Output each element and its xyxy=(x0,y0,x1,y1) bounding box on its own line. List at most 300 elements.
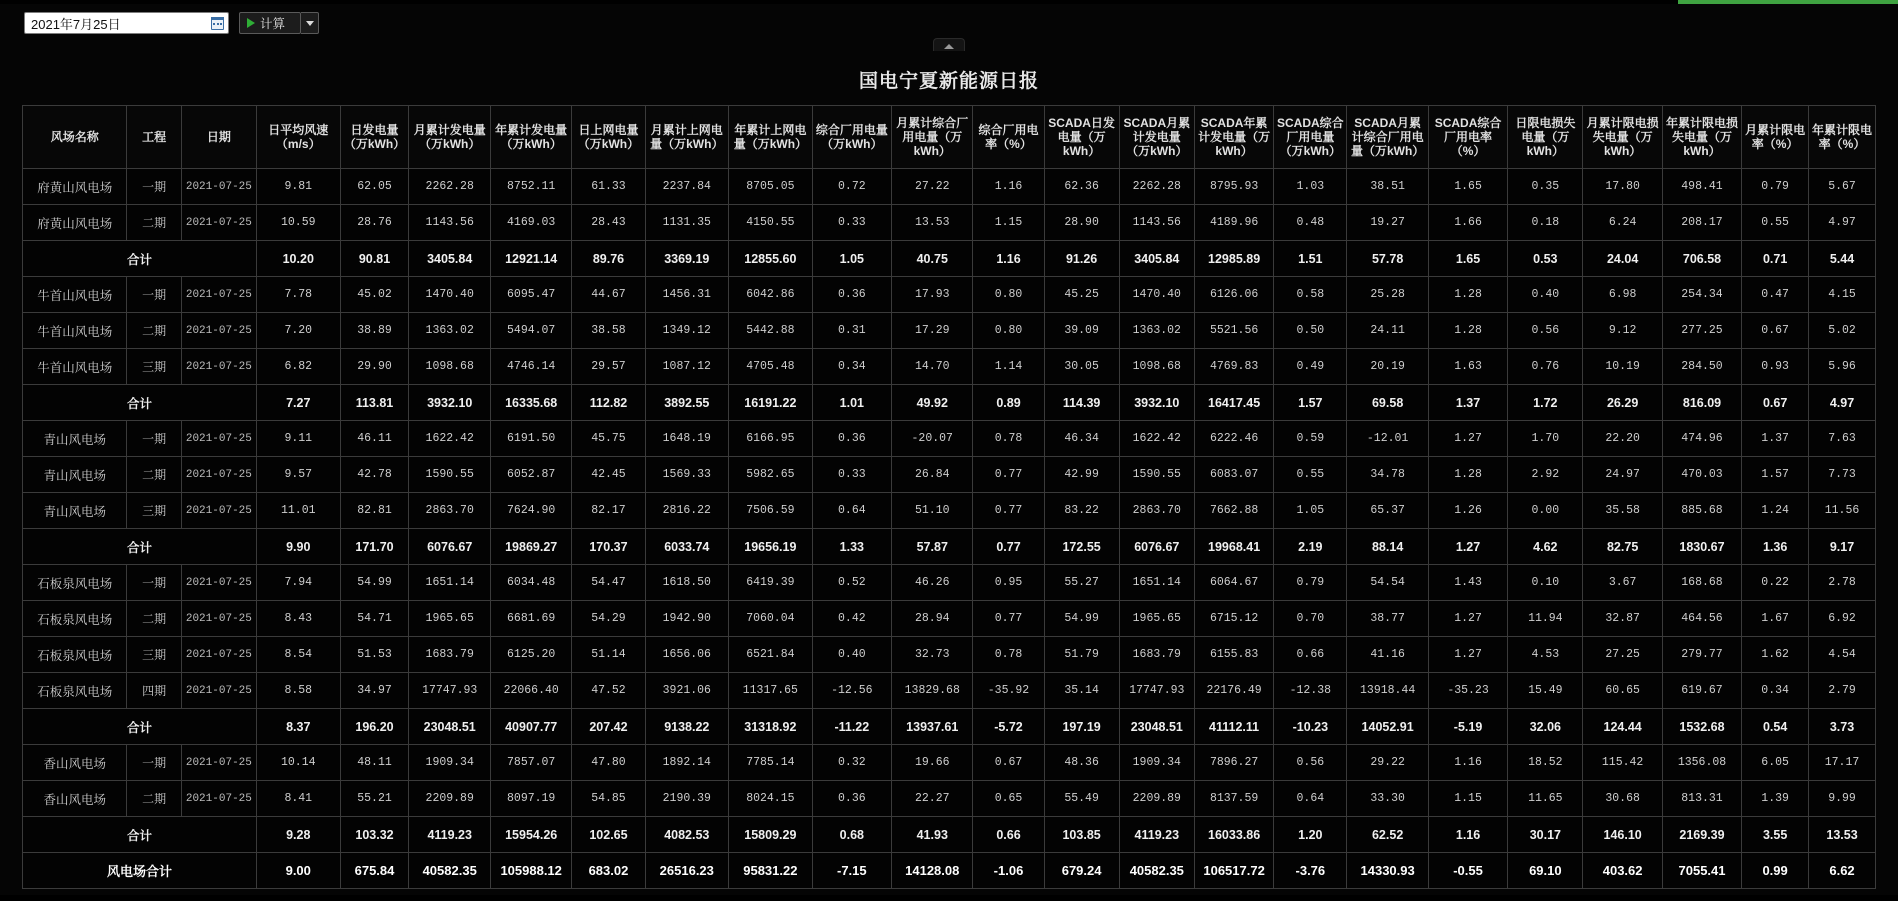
table-row[interactable] xyxy=(23,277,1876,313)
cell-value: 7624.90 xyxy=(490,493,571,529)
cell-value: 279.77 xyxy=(1662,637,1741,673)
cell-value: 49.92 xyxy=(892,385,973,421)
cell-date: 2021-07-25 xyxy=(181,601,256,637)
cell-value: 1.26 xyxy=(1428,493,1507,529)
cell-value: 2.79 xyxy=(1809,673,1876,709)
cell-value: 0.64 xyxy=(812,493,891,529)
cell-value: 32.73 xyxy=(892,637,973,673)
table-row[interactable] xyxy=(23,169,1876,205)
chevron-up-icon xyxy=(944,44,954,49)
cell-value: 57.78 xyxy=(1347,241,1428,277)
cell-value: 168.68 xyxy=(1662,565,1741,601)
cell-value: 27.25 xyxy=(1583,637,1662,673)
col-header: 综合厂用电量（万kWh） xyxy=(812,106,891,169)
cell-project: 一期 xyxy=(127,565,181,601)
table-row[interactable] xyxy=(23,745,1876,781)
cell-value: 6715.12 xyxy=(1194,601,1273,637)
cell-value: 2262.28 xyxy=(409,169,490,205)
cell-value: 17.80 xyxy=(1583,169,1662,205)
cell-value: 4769.83 xyxy=(1194,349,1273,385)
cell-value: 1965.65 xyxy=(409,601,490,637)
cell-value: 14052.91 xyxy=(1347,709,1428,745)
cell-date: 2021-07-25 xyxy=(181,169,256,205)
table-row[interactable] xyxy=(23,457,1876,493)
cell-value: 0.76 xyxy=(1508,349,1583,385)
cell-value: 34.97 xyxy=(340,673,409,709)
table-row[interactable] xyxy=(23,241,1876,277)
cell-value: 6.24 xyxy=(1583,205,1662,241)
cell-value: 4.62 xyxy=(1508,529,1583,565)
cell-farm-name: 府黄山风电场 xyxy=(23,169,127,205)
cell-value: 24.04 xyxy=(1583,241,1662,277)
cell-value: 11.56 xyxy=(1809,493,1876,529)
cell-value: 28.43 xyxy=(572,205,645,241)
cell-value: 498.41 xyxy=(1662,169,1741,205)
cell-value: 1.16 xyxy=(973,169,1044,205)
table-row[interactable] xyxy=(23,817,1876,853)
cell-value: 46.26 xyxy=(892,565,973,601)
col-header: 日上网电量（万kWh） xyxy=(572,106,645,169)
cell-value: 88.14 xyxy=(1347,529,1428,565)
cell-value: 17.93 xyxy=(892,277,973,313)
cell-value: 65.37 xyxy=(1347,493,1428,529)
cell-value: 12921.14 xyxy=(490,241,571,277)
col-header: SCADA日发电量（万kWh） xyxy=(1044,106,1119,169)
cell-value: 0.36 xyxy=(812,781,891,817)
cell-value: 6521.84 xyxy=(729,637,813,673)
cell-value: 6076.67 xyxy=(1119,529,1194,565)
cell-value: 103.32 xyxy=(340,817,409,853)
table-row[interactable] xyxy=(23,781,1876,817)
cell-value: 0.47 xyxy=(1742,277,1809,313)
page-title: 国电宁夏新能源日报 xyxy=(858,71,1039,92)
col-header: 月累计上网电量（万kWh） xyxy=(645,106,729,169)
cell-value: 675.84 xyxy=(340,853,409,889)
cell-project: 二期 xyxy=(127,781,181,817)
window-bottom-edge xyxy=(0,895,1898,901)
cell-value: 0.40 xyxy=(812,637,891,673)
cell-value: 4150.55 xyxy=(729,205,813,241)
cell-value: 1.01 xyxy=(812,385,891,421)
cell-value: -11.22 xyxy=(812,709,891,745)
cell-value: 7060.04 xyxy=(729,601,813,637)
cell-value: 55.21 xyxy=(340,781,409,817)
table-row[interactable] xyxy=(23,421,1876,457)
cell-value: 4119.23 xyxy=(409,817,490,853)
cell-value: 0.52 xyxy=(812,565,891,601)
cell-value: 4705.48 xyxy=(729,349,813,385)
cell-value: 5.02 xyxy=(1809,313,1876,349)
cell-value: 29.22 xyxy=(1347,745,1428,781)
cell-value: 22066.40 xyxy=(490,673,571,709)
cell-value: -3.76 xyxy=(1274,853,1347,889)
cell-value: 48.36 xyxy=(1044,745,1119,781)
cell-value: 6222.46 xyxy=(1194,421,1273,457)
cell-farm-name: 石板泉风电场 xyxy=(23,601,127,637)
cell-value: -20.07 xyxy=(892,421,973,457)
cell-value: 7785.14 xyxy=(729,745,813,781)
cell-value: 1909.34 xyxy=(1119,745,1194,781)
cell-value: 8705.05 xyxy=(729,169,813,205)
cell-value: 2.19 xyxy=(1274,529,1347,565)
header-row xyxy=(23,106,1876,169)
cell-farm-name: 青山风电场 xyxy=(23,493,127,529)
cell-value: 8.54 xyxy=(256,637,340,673)
cell-value: 6.62 xyxy=(1809,853,1876,889)
col-header: 月累计发电量（万kWh） xyxy=(409,106,490,169)
cell-value: 1.37 xyxy=(1428,385,1507,421)
cell-value: 2190.39 xyxy=(645,781,729,817)
cell-value: 30.68 xyxy=(1583,781,1662,817)
cell-value: 1.67 xyxy=(1742,601,1809,637)
cell-value: 2262.28 xyxy=(1119,169,1194,205)
cell-value: 46.11 xyxy=(340,421,409,457)
cell-value: 1.15 xyxy=(973,205,1044,241)
table-row[interactable] xyxy=(23,709,1876,745)
cell-value: 7662.88 xyxy=(1194,493,1273,529)
cell-value: 1.05 xyxy=(812,241,891,277)
cell-value: 40582.35 xyxy=(409,853,490,889)
date-input[interactable] xyxy=(24,12,229,34)
cell-value: 82.81 xyxy=(340,493,409,529)
cell-value: 0.80 xyxy=(973,313,1044,349)
cell-value: 69.58 xyxy=(1347,385,1428,421)
col-header: 综合厂用电率（%） xyxy=(973,106,1044,169)
table-row[interactable] xyxy=(23,205,1876,241)
cell-value: 23048.51 xyxy=(409,709,490,745)
cell-value: 8137.59 xyxy=(1194,781,1273,817)
cell-value: 16417.45 xyxy=(1194,385,1273,421)
calculate-button[interactable] xyxy=(239,12,301,34)
cell-value: 31318.92 xyxy=(729,709,813,745)
cell-value: 14128.08 xyxy=(892,853,973,889)
cell-value: 0.67 xyxy=(1742,313,1809,349)
cell-value: 0.49 xyxy=(1274,349,1347,385)
cell-value: 1.72 xyxy=(1508,385,1583,421)
cell-value: 0.53 xyxy=(1508,241,1583,277)
cell-value: 47.52 xyxy=(572,673,645,709)
cell-value: 82.75 xyxy=(1583,529,1662,565)
cell-value: 38.77 xyxy=(1347,601,1428,637)
cell-value: 9138.22 xyxy=(645,709,729,745)
cell-value: 1456.31 xyxy=(645,277,729,313)
cell-value: 0.36 xyxy=(812,421,891,457)
cell-value: 6064.67 xyxy=(1194,565,1273,601)
cell-farm-name: 牛首山风电场 xyxy=(23,313,127,349)
cell-value: 4.15 xyxy=(1809,277,1876,313)
cell-value: 1.27 xyxy=(1428,529,1507,565)
cell-project: 三期 xyxy=(127,637,181,673)
cell-value: 17.17 xyxy=(1809,745,1876,781)
cell-value: 83.22 xyxy=(1044,493,1119,529)
cell-value: 3921.06 xyxy=(645,673,729,709)
cell-value: 4.97 xyxy=(1809,205,1876,241)
cell-value: 1363.02 xyxy=(1119,313,1194,349)
cell-date: 2021-07-25 xyxy=(181,637,256,673)
cell-value: 95831.22 xyxy=(729,853,813,889)
cell-value: 1.65 xyxy=(1428,241,1507,277)
cell-value: 17747.93 xyxy=(1119,673,1194,709)
cell-value: 0.31 xyxy=(812,313,891,349)
top-accent-strip xyxy=(0,0,1898,4)
cell-value: 32.87 xyxy=(1583,601,1662,637)
cell-value: 0.67 xyxy=(1742,385,1809,421)
cell-value: 55.27 xyxy=(1044,565,1119,601)
cell-value: 1.05 xyxy=(1274,493,1347,529)
chevron-down-icon xyxy=(306,21,314,26)
col-header: 年累计上网电量（万kWh） xyxy=(729,106,813,169)
cell-value: -35.23 xyxy=(1428,673,1507,709)
cell-value: 0.78 xyxy=(973,421,1044,457)
table-row[interactable] xyxy=(23,529,1876,565)
cell-project: 四期 xyxy=(127,673,181,709)
cell-value: 1.57 xyxy=(1742,457,1809,493)
cell-value: 2863.70 xyxy=(1119,493,1194,529)
cell-value: 4169.03 xyxy=(490,205,571,241)
cell-value: 18.52 xyxy=(1508,745,1583,781)
cell-value: 6083.07 xyxy=(1194,457,1273,493)
cell-value: 1683.79 xyxy=(409,637,490,673)
cell-value: 54.54 xyxy=(1347,565,1428,601)
cell-value: 6126.06 xyxy=(1194,277,1273,313)
cell-value: 19869.27 xyxy=(490,529,571,565)
cell-farm-name: 风电场合计 xyxy=(23,853,257,889)
cell-value: 3405.84 xyxy=(409,241,490,277)
cell-value: 2209.89 xyxy=(1119,781,1194,817)
report-table-container xyxy=(22,105,1876,889)
cell-farm-name: 合计 xyxy=(23,241,257,277)
cell-value: 44.67 xyxy=(572,277,645,313)
cell-value: 6042.86 xyxy=(729,277,813,313)
cell-value: -5.72 xyxy=(973,709,1044,745)
cell-value: 17.29 xyxy=(892,313,973,349)
table-row[interactable] xyxy=(23,565,1876,601)
cell-value: 19.27 xyxy=(1347,205,1428,241)
col-header: 年累计限电损失电量（万kWh） xyxy=(1662,106,1741,169)
cell-project: 一期 xyxy=(127,169,181,205)
cell-value: 54.85 xyxy=(572,781,645,817)
cell-value: 1.39 xyxy=(1742,781,1809,817)
cell-value: 11.01 xyxy=(256,493,340,529)
cell-value: 0.72 xyxy=(812,169,891,205)
calendar-icon[interactable] xyxy=(211,17,224,30)
cell-value: 91.26 xyxy=(1044,241,1119,277)
col-header: 日期 xyxy=(181,106,256,169)
cell-value: 27.22 xyxy=(892,169,973,205)
cell-value: 0.80 xyxy=(973,277,1044,313)
collapse-panel-handle[interactable] xyxy=(933,38,965,51)
cell-value: 16191.22 xyxy=(729,385,813,421)
cell-value: 6034.48 xyxy=(490,565,571,601)
col-header: 年累计发电量（万kWh） xyxy=(490,106,571,169)
cell-value: 5521.56 xyxy=(1194,313,1273,349)
table-row[interactable] xyxy=(23,637,1876,673)
cell-value: 7.78 xyxy=(256,277,340,313)
cell-value: 14330.93 xyxy=(1347,853,1428,889)
col-header: SCADA月累计综合厂用电量（万kWh） xyxy=(1347,106,1428,169)
cell-value: 4189.96 xyxy=(1194,205,1273,241)
cell-value: 20.19 xyxy=(1347,349,1428,385)
cell-value: 16335.68 xyxy=(490,385,571,421)
cell-value: 15809.29 xyxy=(729,817,813,853)
calculate-button-label: 计算 xyxy=(260,17,286,31)
cell-value: 679.24 xyxy=(1044,853,1119,889)
cell-value: 10.19 xyxy=(1583,349,1662,385)
cell-value: 470.03 xyxy=(1662,457,1741,493)
table-row[interactable] xyxy=(23,853,1876,889)
cell-value: 10.20 xyxy=(256,241,340,277)
cell-value: 39.09 xyxy=(1044,313,1119,349)
cell-value: 403.62 xyxy=(1583,853,1662,889)
cell-value: 464.56 xyxy=(1662,601,1741,637)
cell-value: 10.59 xyxy=(256,205,340,241)
cell-value: 1.28 xyxy=(1428,277,1507,313)
cell-value: 1098.68 xyxy=(409,349,490,385)
cell-value: 0.33 xyxy=(812,457,891,493)
cell-value: 26.29 xyxy=(1583,385,1662,421)
cell-value: 1349.12 xyxy=(645,313,729,349)
cell-value: 22.20 xyxy=(1583,421,1662,457)
cell-value: 6191.50 xyxy=(490,421,571,457)
cell-value: 3932.10 xyxy=(409,385,490,421)
cell-value: 11.94 xyxy=(1508,601,1583,637)
cell-value: 42.78 xyxy=(340,457,409,493)
cell-value: 1651.14 xyxy=(409,565,490,601)
cell-value: 12855.60 xyxy=(729,241,813,277)
cell-value: 19656.19 xyxy=(729,529,813,565)
cell-value: 54.99 xyxy=(340,565,409,601)
cell-value: -12.38 xyxy=(1274,673,1347,709)
cell-value: 1470.40 xyxy=(1119,277,1194,313)
cell-value: 1965.65 xyxy=(1119,601,1194,637)
table-row[interactable] xyxy=(23,349,1876,385)
cell-value: 28.90 xyxy=(1044,205,1119,241)
cell-value: 0.42 xyxy=(812,601,891,637)
cell-value: 9.28 xyxy=(256,817,340,853)
cell-value: 0.32 xyxy=(812,745,891,781)
table-row[interactable] xyxy=(23,385,1876,421)
cell-value: 8097.19 xyxy=(490,781,571,817)
cell-value: 124.44 xyxy=(1583,709,1662,745)
cell-value: 1.66 xyxy=(1428,205,1507,241)
cell-value: 1.27 xyxy=(1428,637,1507,673)
cell-value: 35.14 xyxy=(1044,673,1119,709)
cell-value: 0.40 xyxy=(1508,277,1583,313)
cell-date: 2021-07-25 xyxy=(181,781,256,817)
cell-date: 2021-07-25 xyxy=(181,565,256,601)
cell-value: 32.06 xyxy=(1508,709,1583,745)
toolbar xyxy=(24,12,319,34)
cell-value: 4082.53 xyxy=(645,817,729,853)
cell-value: 28.76 xyxy=(340,205,409,241)
cell-value: 3932.10 xyxy=(1119,385,1194,421)
table-row[interactable] xyxy=(23,673,1876,709)
cell-value: 1656.06 xyxy=(645,637,729,673)
calculate-dropdown-button[interactable] xyxy=(301,12,319,34)
cell-value: 1087.12 xyxy=(645,349,729,385)
table-row[interactable] xyxy=(23,313,1876,349)
cell-value: 706.58 xyxy=(1662,241,1741,277)
cell-value: 5.96 xyxy=(1809,349,1876,385)
cell-value: 8.58 xyxy=(256,673,340,709)
cell-project: 二期 xyxy=(127,205,181,241)
cell-value: 474.96 xyxy=(1662,421,1741,457)
cell-value: 12985.89 xyxy=(1194,241,1273,277)
cell-value: 25.28 xyxy=(1347,277,1428,313)
cell-value: 42.99 xyxy=(1044,457,1119,493)
cell-value: 0.66 xyxy=(973,817,1044,853)
cell-value: 3369.19 xyxy=(645,241,729,277)
cell-value: 196.20 xyxy=(340,709,409,745)
cell-project: 二期 xyxy=(127,601,181,637)
cell-value: 6155.83 xyxy=(1194,637,1273,673)
cell-farm-name: 牛首山风电场 xyxy=(23,349,127,385)
cell-value: -7.15 xyxy=(812,853,891,889)
cell-value: 17747.93 xyxy=(409,673,490,709)
cell-value: 1532.68 xyxy=(1662,709,1741,745)
cell-project: 三期 xyxy=(127,349,181,385)
cell-value: 0.64 xyxy=(1274,781,1347,817)
cell-value: 0.50 xyxy=(1274,313,1347,349)
report-table xyxy=(22,105,1876,889)
cell-farm-name: 牛首山风电场 xyxy=(23,277,127,313)
cell-value: 2237.84 xyxy=(645,169,729,205)
cell-value: 1.24 xyxy=(1742,493,1809,529)
cell-value: 1.70 xyxy=(1508,421,1583,457)
cell-value: 6.05 xyxy=(1742,745,1809,781)
cell-value: 41.16 xyxy=(1347,637,1428,673)
col-header: 风场名称 xyxy=(23,106,127,169)
cell-value: 0.55 xyxy=(1274,457,1347,493)
cell-value: 0.35 xyxy=(1508,169,1583,205)
cell-value: 8024.15 xyxy=(729,781,813,817)
cell-value: 54.99 xyxy=(1044,601,1119,637)
cell-farm-name: 合计 xyxy=(23,817,257,853)
table-row[interactable] xyxy=(23,601,1876,637)
cell-value: 0.79 xyxy=(1274,565,1347,601)
cell-value: 69.10 xyxy=(1508,853,1583,889)
cell-value: 13.53 xyxy=(892,205,973,241)
cell-value: 1.63 xyxy=(1428,349,1507,385)
cell-value: 8.37 xyxy=(256,709,340,745)
cell-value: 2169.39 xyxy=(1662,817,1741,853)
cell-value: 207.42 xyxy=(572,709,645,745)
cell-value: -10.23 xyxy=(1274,709,1347,745)
table-row[interactable] xyxy=(23,493,1876,529)
cell-value: 51.10 xyxy=(892,493,973,529)
cell-value: 103.85 xyxy=(1044,817,1119,853)
cell-value: 8752.11 xyxy=(490,169,571,205)
col-header: 年累计限电率（%） xyxy=(1809,106,1876,169)
cell-value: 0.79 xyxy=(1742,169,1809,205)
cell-value: 2209.89 xyxy=(409,781,490,817)
col-header: 日平均风速（m/s） xyxy=(256,106,340,169)
cell-value: 0.55 xyxy=(1742,205,1809,241)
cell-value: 9.11 xyxy=(256,421,340,457)
cell-value: 1363.02 xyxy=(409,313,490,349)
cell-value: 0.65 xyxy=(973,781,1044,817)
cell-value: 105988.12 xyxy=(490,853,571,889)
cell-date: 2021-07-25 xyxy=(181,349,256,385)
col-header: 日发电量（万kWh） xyxy=(340,106,409,169)
cell-value: 24.97 xyxy=(1583,457,1662,493)
cell-project: 一期 xyxy=(127,745,181,781)
cell-date: 2021-07-25 xyxy=(181,493,256,529)
cell-value: 0.68 xyxy=(812,817,891,853)
cell-value: 1909.34 xyxy=(409,745,490,781)
cell-value: 3.55 xyxy=(1742,817,1809,853)
cell-farm-name: 香山风电场 xyxy=(23,745,127,781)
